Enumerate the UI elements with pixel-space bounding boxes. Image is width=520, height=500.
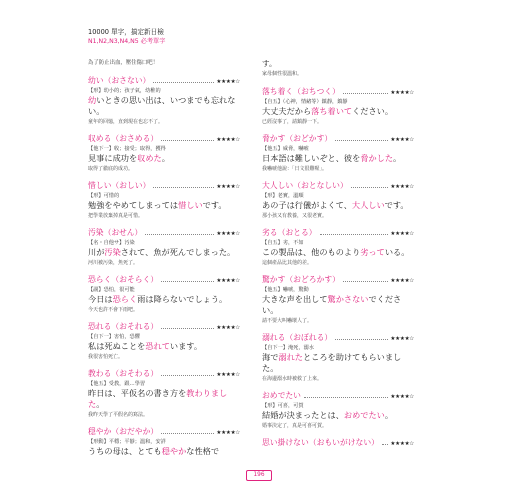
example-sentence — [88, 446, 240, 457]
example-sentence — [262, 247, 414, 258]
headword-row — [262, 180, 414, 190]
vocab-entry — [88, 227, 240, 266]
vocab-entry — [88, 274, 240, 313]
sentence-text: ところを助けてもらいました。 — [262, 352, 402, 373]
sentence-text: いときの思い出は、いつまでも忘れない。 — [88, 95, 236, 116]
headword-row — [262, 274, 414, 284]
page-number: 196 — [246, 470, 272, 481]
vocab-entry — [262, 180, 414, 219]
part-of-speech: 【他五】受教，跟…學習 — [88, 381, 146, 387]
star-rating: ★★★★☆ — [216, 137, 240, 143]
star-rating: ★★★★☆ — [216, 372, 240, 378]
star-rating: ★★★★☆ — [390, 441, 414, 447]
vocab-entry — [262, 390, 414, 429]
highlighted-word: おめでたい — [343, 410, 385, 420]
highlighted-word: 収めた — [137, 153, 162, 163]
highlighted-word: 教わりました — [88, 388, 228, 409]
left-column — [88, 58, 240, 465]
star-rating: ★★★★☆ — [390, 137, 414, 143]
example-translation: 已經沒事了，請鎮靜一下。 — [262, 119, 323, 125]
dotted-leader — [145, 234, 214, 235]
sentence-text: 。 — [393, 153, 402, 163]
example-sentence — [88, 247, 240, 258]
vocab-entry — [88, 368, 240, 418]
headword-row — [88, 227, 240, 237]
sentence-text: ください。 — [352, 106, 394, 116]
vocab-entry — [88, 133, 240, 172]
headword: 驚かす（おどろかす） — [262, 275, 340, 284]
part-of-speech: 【形】可喜，可賀 — [262, 403, 304, 409]
headword: 幼い（おさない） — [88, 76, 151, 85]
dotted-leader — [161, 328, 214, 329]
headword-row — [262, 390, 414, 400]
highlighted-word: 溺れた — [278, 352, 303, 362]
star-rating: ★★★★☆ — [390, 394, 414, 400]
example-translation: 童年的回憶，直到現在也忘不了。 — [88, 119, 164, 125]
vocab-entry — [88, 180, 240, 219]
example-sentence — [262, 294, 414, 316]
example-translation: 我很害怕死亡。 — [88, 354, 124, 360]
star-rating: ★★★★☆ — [216, 79, 240, 85]
part-of-speech: 【他下一】收；接受；取得，獲得 — [88, 146, 166, 152]
headword-row — [262, 133, 414, 143]
sentence-text: 川が — [88, 247, 105, 257]
example-sentence — [262, 410, 414, 421]
part-of-speech: 【形動】平穩；平靜；溫和，安詳 — [88, 439, 166, 445]
example-sentence — [88, 95, 240, 117]
headword-row — [262, 86, 414, 96]
star-rating: ★★★★☆ — [216, 278, 240, 284]
part-of-speech: 【自下一】害怕，恐懼 — [88, 334, 140, 340]
example-translation: 請不要大叫嚇壞人了。 — [262, 318, 313, 324]
headword: 落ち着く（おちつく） — [262, 87, 340, 96]
dotted-leader — [161, 375, 214, 376]
example-sentence — [262, 153, 414, 164]
dotted-leader — [161, 140, 214, 141]
star-rating: ★★★★☆ — [390, 231, 414, 237]
headword: 劣る（おとる） — [262, 228, 317, 237]
headword-row — [88, 321, 240, 331]
sentence-text: うちの母は、とても — [88, 446, 162, 456]
headword-row — [262, 227, 414, 237]
example-sentence — [88, 388, 240, 410]
dotted-leader — [343, 281, 388, 282]
example-translation: 在海邊溺水時被救了上來。 — [262, 376, 323, 382]
part-of-speech: 【自五】劣，不如 — [262, 240, 304, 246]
continued-translation: 家母個性很溫和。 — [262, 71, 303, 77]
headword-row — [88, 75, 240, 85]
highlighted-word: 劣って — [360, 247, 385, 257]
vocab-entry — [262, 227, 414, 266]
part-of-speech: 【他五】威脅，嚇唬 — [262, 146, 309, 152]
headword: 惜しい（おしい） — [88, 181, 151, 190]
sentence-text: 。 — [384, 410, 394, 420]
headword-row — [88, 274, 240, 284]
dotted-leader — [351, 187, 389, 188]
headword: 溺れる（おぼれる） — [262, 333, 333, 342]
sentence-text: 大丈夫だから — [262, 106, 312, 116]
example-translation: 把學業放棄掉真是可惜。 — [88, 213, 144, 219]
sentence-text: でください。 — [262, 294, 402, 315]
sentence-text: 見事に成功を — [88, 153, 138, 163]
part-of-speech: 【形】幼小的；孩子氣，幼稚的 — [88, 88, 161, 94]
sentence-text: 。 — [161, 153, 170, 163]
book-title: 10000 單字，搞定新日檢 — [88, 28, 164, 36]
highlighted-word: 脅かした — [360, 153, 394, 163]
example-sentence — [262, 106, 414, 117]
headword: 大人しい（おとなしい） — [262, 181, 348, 190]
example-translation: 這個產品比其他的差。 — [262, 260, 313, 266]
headword: 思い掛けない（おもいがけない） — [262, 438, 379, 447]
sentence-text: 大きな声を出して — [262, 294, 328, 304]
sentence-text: あの子は行儀がよくて、 — [262, 200, 352, 210]
sentence-text: います。 — [169, 341, 203, 351]
part-of-speech: 【形】老實，溫順 — [262, 193, 304, 199]
sentence-text: されて、魚が死んでしまった。 — [120, 247, 236, 257]
sentence-text: な性格で — [186, 446, 220, 456]
headword: 恐らく（おそらく） — [88, 275, 159, 284]
example-translation: 我昨天學了平假名的寫法。 — [88, 412, 149, 418]
dotted-leader — [343, 93, 389, 94]
headword: 脅かす（おどかす） — [262, 134, 333, 143]
example-sentence — [262, 352, 414, 374]
sentence-text: 海で — [262, 352, 279, 362]
vocab-entry — [88, 426, 240, 457]
continued-sentence: す。 — [262, 59, 277, 68]
intro-translation: 為了防止出血，壓住傷口吧！ — [88, 60, 159, 66]
example-translation: 那小孩又有教養，又很老實。 — [262, 213, 328, 219]
sentence-text: 結婚が決まったとは、 — [262, 410, 344, 420]
part-of-speech: 【自五】（心神，情緒等）鎮靜，鎮靜 — [262, 99, 348, 105]
example-translation: 婚事決定了，真是可喜可賀。 — [262, 423, 328, 429]
part-of-speech: 【他五】嚇唬，驚動 — [262, 287, 309, 293]
headword: 汚染（おせん） — [88, 228, 143, 237]
dotted-leader — [153, 187, 214, 188]
dotted-leader — [335, 339, 388, 340]
star-rating: ★★★★☆ — [216, 325, 240, 331]
vocab-entry — [262, 437, 414, 447]
part-of-speech: 【副】恐怕，很可能 — [88, 287, 135, 293]
dotted-leader — [161, 433, 214, 434]
headword-row — [88, 426, 240, 436]
headword-row — [262, 437, 414, 447]
example-translation: 取得了徹底的成功。 — [88, 166, 134, 172]
highlighted-word: 恐れて — [145, 341, 170, 351]
headword: 穏やか（おだやか） — [88, 427, 159, 436]
highlighted-word: 穏やか — [161, 446, 187, 456]
headword-row — [262, 332, 414, 342]
sentence-text: いる。 — [384, 247, 410, 257]
vocab-entry — [262, 133, 414, 172]
dotted-leader — [161, 281, 214, 282]
example-translation: 河川被污染，魚死了。 — [88, 260, 139, 266]
star-rating: ★★★★☆ — [390, 90, 414, 96]
vocab-entry — [88, 321, 240, 360]
headword-row — [88, 180, 240, 190]
sentence-text: 勉強をやめてしまっては — [88, 200, 179, 210]
sentence-text: 雨は降らないでしょう。 — [137, 294, 228, 304]
dotted-leader — [335, 140, 388, 141]
left-entry-list — [88, 75, 240, 457]
star-rating: ★★★★☆ — [216, 430, 240, 436]
headword: 恐れる（おそれる） — [88, 322, 159, 331]
highlighted-word: 大人しい — [351, 200, 385, 210]
sentence-text: です。 — [384, 200, 409, 210]
highlighted-word: 汚染 — [104, 247, 121, 257]
sentence-text: 。 — [96, 399, 105, 409]
headword: 収める（おさめる） — [88, 134, 159, 143]
example-sentence — [88, 153, 240, 164]
highlighted-word: 恐らく — [112, 294, 138, 304]
vocab-entry — [262, 86, 414, 125]
sentence-text: この製品は、他のものより — [262, 247, 361, 257]
vocab-entry — [262, 274, 414, 324]
part-of-speech: 【名・自他サ】汚染 — [88, 240, 135, 246]
headword: 教わる（おそわる） — [88, 369, 159, 378]
dotted-leader — [320, 234, 389, 235]
right-column — [262, 58, 414, 455]
example-sentence — [88, 341, 240, 352]
star-rating: ★★★★☆ — [216, 184, 240, 190]
right-entry-list — [262, 86, 414, 447]
example-sentence — [88, 200, 240, 211]
highlighted-word: 落ち着いて — [311, 106, 353, 116]
headword-row — [88, 368, 240, 378]
highlighted-word: 幼 — [88, 95, 97, 105]
part-of-speech: 【形】可惜的 — [88, 193, 120, 199]
sentence-text: です。 — [202, 200, 227, 210]
sentence-text: 昨日は、平仮名の書き方を — [88, 388, 187, 398]
book-subtitle: N1,N2,N3,N4,N5 必考單字 — [88, 38, 166, 45]
sentence-text: 今日は — [88, 294, 113, 304]
highlighted-word: 惜しい — [178, 200, 203, 210]
sentence-text: 私は死ぬことを — [88, 341, 146, 351]
star-rating: ★★★★☆ — [216, 231, 240, 237]
headword-row — [88, 133, 240, 143]
dotted-leader — [304, 397, 388, 398]
example-sentence — [262, 200, 414, 211]
headword: おめでたい — [262, 391, 301, 400]
dotted-leader — [382, 444, 388, 445]
dotted-leader — [153, 82, 214, 83]
vocab-entry — [262, 332, 414, 382]
vocab-entry — [88, 75, 240, 125]
highlighted-word: 驚かさない — [327, 294, 369, 304]
example-sentence — [88, 294, 240, 305]
star-rating: ★★★★☆ — [390, 278, 414, 284]
star-rating: ★★★★☆ — [390, 336, 414, 342]
star-rating: ★★★★☆ — [390, 184, 414, 190]
example-translation: 我嚇唬他說：「日文很難喔」。 — [262, 166, 328, 172]
sentence-text: 日本語は難しいぞと、彼を — [262, 153, 361, 163]
example-translation: 今天也許不會下雨吧。 — [88, 307, 139, 313]
part-of-speech: 【自下一】淹死，溺水 — [262, 345, 314, 351]
